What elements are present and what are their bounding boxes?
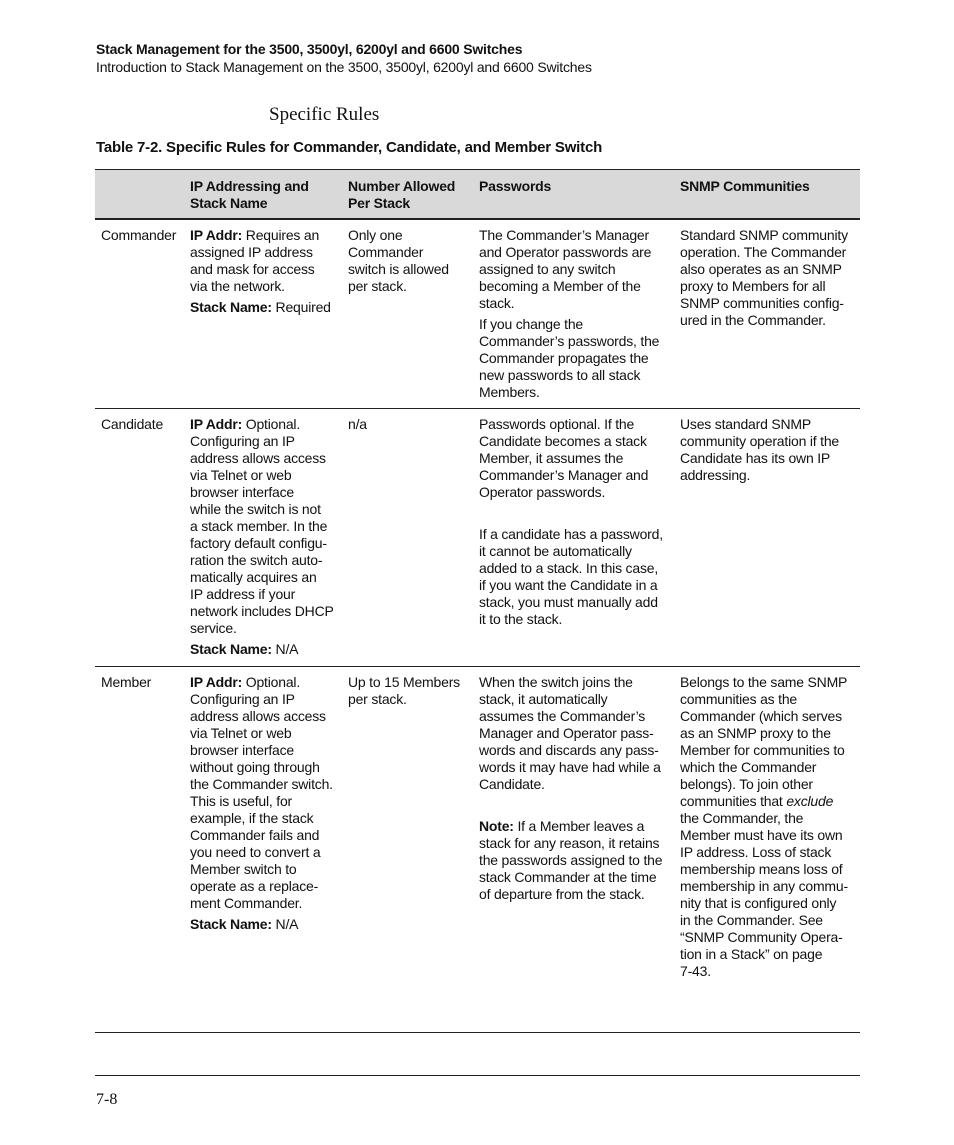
column-header-passwords: Passwords	[479, 178, 552, 194]
running-header-subtitle: Introduction to Stack Management on the 3500, 3500yl, 6200yl and 6600 Switches	[96, 59, 592, 75]
member-passwords-cell: When the switch joins the stack, it automatically assumes the Commander’s Manager and Operator pass- words and discards any pass- words it may have had while a Candidate. Note: If a Member leaves a stack for any reason, it retains the passwords assigned to the stack Commander at the time of departure from the stack.	[479, 674, 663, 902]
row-divider	[95, 408, 860, 409]
column-header-ip: IP Addressing and Stack Name	[190, 178, 309, 211]
row-divider	[95, 666, 860, 667]
commander-ip-cell: IP Addr: Requires an assigned IP address and mask for access via the network. Stack Name: Required	[190, 227, 331, 315]
column-header-snmp: SNMP Communities	[680, 178, 810, 194]
member-snmp-cell: Belongs to the same SNMP communities as the Commander (which serves as an SNMP proxy to the Member for communities to which the Commander belongs). To join other communities that exclude the Commander, the Member must have its own IP address. Loss of stack membership means loss of membership in any commu- nity that is configured only in the Commander. See “SNMP Community Opera- tion in a Stack” on page 7-43.	[680, 674, 848, 979]
commander-snmp-cell: Standard SNMP community operation. The Commander also operates as an SNMP proxy to Members for all SNMP communities config- ured in the Commander.	[680, 227, 848, 328]
role-member: Member	[101, 674, 152, 690]
candidate-passwords-cell: Passwords optional. If the Candidate becomes a stack Member, it assumes the Commander’s Manager and Operator passwords. If a candidate has a password, it cannot be automatically added to a stack. In this case, if you want the Candidate in a stack, you must manually add it to the stack.	[479, 416, 663, 627]
role-commander: Commander	[101, 227, 177, 243]
footer-rule	[95, 1075, 860, 1076]
member-ip-cell: IP Addr: Optional. Configuring an IP address allows access via Telnet or web browser interface without going through the Commander switch. This is useful, for example, if the stack Commander fails and you need to convert a Member switch to operate as a replace- ment Commander. Stack Name: N/A	[190, 674, 333, 932]
candidate-snmp-cell: Uses standard SNMP community operation if the Candidate has its own IP addressing.	[680, 416, 839, 483]
commander-passwords-cell: The Commander’s Manager and Operator passwords are assigned to any switch becoming a Member of the stack. If you change the Commander’s passwords, the Commander propagates the new passwords to all stack Members.	[479, 227, 660, 400]
role-candidate: Candidate	[101, 416, 164, 432]
member-number-cell: Up to 15 Members per stack.	[348, 674, 460, 707]
commander-number-cell: Only one Commander switch is allowed per stack.	[348, 227, 449, 294]
table-header-rule	[95, 218, 860, 220]
page-number: 7-8	[96, 1091, 118, 1108]
candidate-number-cell: n/a	[348, 416, 367, 432]
table-bottom-rule	[95, 1032, 860, 1033]
section-title: Specific Rules	[269, 104, 380, 125]
column-header-number: Number Allowed Per Stack	[348, 178, 456, 211]
candidate-ip-cell: IP Addr: Optional. Configuring an IP address allows access via Telnet or web browser interface while the switch is not a stack member. In the factory default configu- ration the switch auto- matically acquires an IP address if your network includes DHCP service. Stack Name: N/A	[190, 416, 334, 657]
running-header-title: Stack Management for the 3500, 3500yl, 6200yl and 6600 Switches	[96, 41, 523, 57]
table-caption: Table 7-2. Specific Rules for Commander, Candidate, and Member Switch	[96, 139, 603, 156]
